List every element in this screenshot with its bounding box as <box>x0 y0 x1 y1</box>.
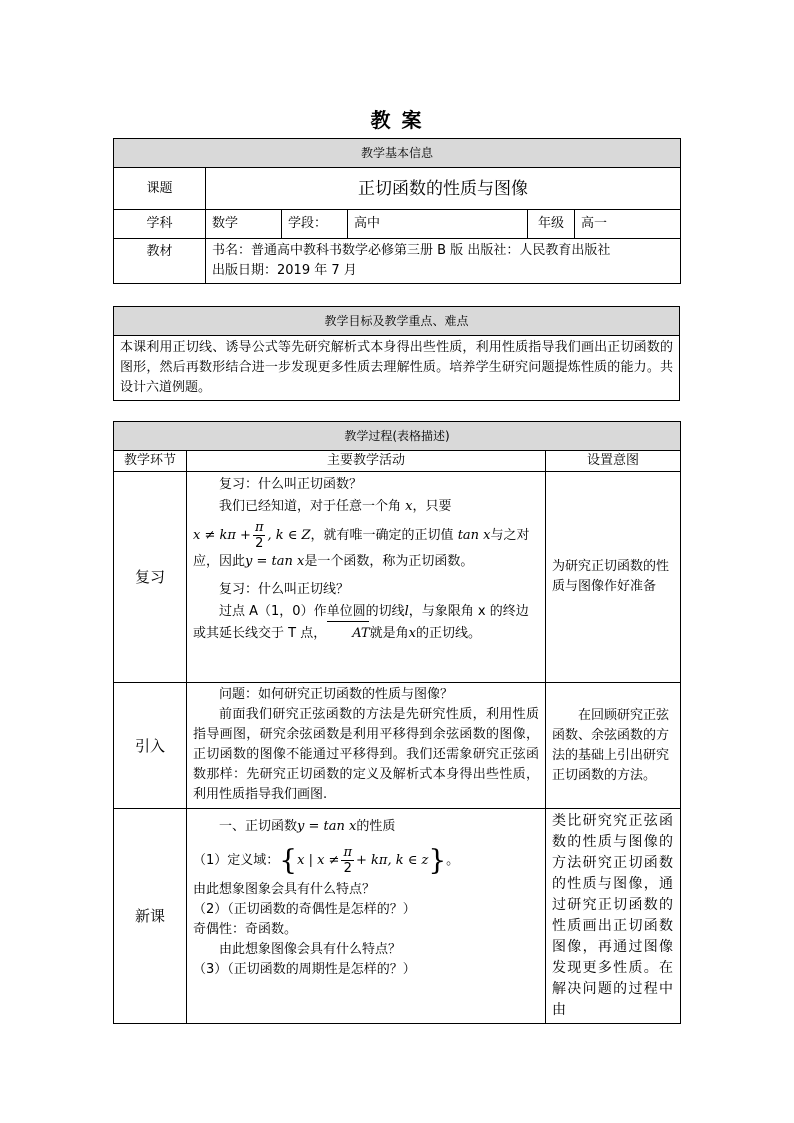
var-l: l <box>404 604 409 619</box>
new-s1-text: 一、正切函数 <box>219 819 298 834</box>
new-activity <box>187 809 546 1024</box>
set-a: x | x ≠ <box>297 853 340 868</box>
vector-at: AT <box>326 623 369 645</box>
grade-value: 高一 <box>575 210 681 239</box>
new-intent: 类比研究究正弦函数的性质与图像的方法研究正切函数的性质与图像，通过研究正切函数的性质画出正切函数图像，再通过图像发现更多性质。在解决问题的过程中由 <box>546 809 681 1024</box>
fraction-den: 2 <box>255 536 264 551</box>
review-activity <box>187 472 546 683</box>
stage-value: 高中 <box>348 210 528 239</box>
review-stage: 复习 <box>114 472 187 683</box>
review-p5-text: 过点 A（1，0）作单位圆的切线 <box>219 604 405 619</box>
domain-fraction-den: 2 <box>343 861 352 876</box>
review-p5-tail: 就是角 <box>369 626 409 641</box>
subject-value: 数学 <box>206 210 282 239</box>
review-p5-mid: ，与象限角 x 的终边或其延长线交于 T 点， <box>193 604 529 641</box>
process-table <box>113 421 681 1024</box>
domain-fraction-num: π <box>343 845 352 860</box>
textbook-value <box>206 239 681 284</box>
var-x: x <box>405 499 413 514</box>
book-line1: 书名：普通高中教科书数学必修第三册 B 版 出版社：人民教育出版社 <box>212 243 611 258</box>
fraction-num: π <box>254 520 264 535</box>
domain-period: 。 <box>446 853 460 868</box>
review-intent: 为研究正切函数的性质与图像作好准备 <box>546 472 681 683</box>
condition-a: x ≠ kπ + <box>193 528 251 543</box>
new-s1-func: y = tan x <box>297 819 357 834</box>
review-p3 <box>193 520 539 573</box>
subject-label: 学科 <box>114 210 206 239</box>
review-q1: 复习：什么叫正切函数？ <box>219 477 363 492</box>
set-b: + kπ, k ∈ z <box>356 853 429 868</box>
basic-info-table <box>113 138 681 284</box>
textbook-label: 教材 <box>114 239 206 284</box>
basic-info-header: 教学基本信息 <box>114 139 681 168</box>
domain-fraction <box>341 845 354 876</box>
new-l3: 奇偶性：奇函数。 <box>193 922 298 937</box>
tan-x: tan x <box>457 528 491 543</box>
domain-label: （1）定义域： <box>193 853 280 868</box>
review-p3-tail: 与之对应，因此 <box>193 528 530 569</box>
review-q2: 复习：什么叫正切线？ <box>219 582 350 597</box>
goals-table <box>113 306 680 401</box>
review-p3-end: 是一个函数，称为正切函数。 <box>304 554 474 569</box>
pi-over-2-fraction <box>253 520 266 551</box>
review-p5-end: 的正切线。 <box>415 626 481 641</box>
review-p3-text: ，就有唯一确定的正切值 <box>310 528 458 543</box>
intro-intent-text: 在回顾研究正弦函数、余弦函数的方法的基础上引出研究正切函数的方法。 <box>552 707 670 783</box>
intro-stage: 引入 <box>114 683 187 809</box>
review-p2-tail: ，只要 <box>412 499 452 514</box>
process-header: 教学过程(表格描述) <box>114 422 681 451</box>
topic-label: 课题 <box>114 168 206 210</box>
col-stage-header: 教学环节 <box>114 451 187 472</box>
left-brace: { <box>279 843 298 877</box>
goals-header: 教学目标及教学重点、难点 <box>114 307 680 336</box>
new-l5: （3）（正切函数的周期性是怎样的？） <box>193 962 416 977</box>
right-brace: } <box>428 843 447 877</box>
book-line2: 出版日期：2019 年 7 月 <box>212 263 357 278</box>
new-l2: （2）（正切函数的奇偶性是怎样的？） <box>193 902 416 917</box>
new-l1: 由此想象图象会具有什么特点？ <box>193 882 376 897</box>
topic-value: 正切函数的性质与图像 <box>206 168 681 210</box>
y-eq-tanx: y = tan x <box>245 554 305 569</box>
var-x-2: x <box>408 626 416 641</box>
col-intent-header: 设置意图 <box>546 451 681 472</box>
intro-activity <box>187 683 546 809</box>
goals-text: 本课利用正切线、诱导公式等先研究解析式本身得出些性质，利用性质指导我们画出正切函数的图形，然后再数形结合进一步发现更多性质去理解性质。培养学生研究问题提炼性质的能力。共设计六道例题。 <box>114 336 680 401</box>
col-activity-header: 主要教学活动 <box>187 451 546 472</box>
intro-q: 问题：如何研究正切函数的性质与图像？ <box>219 687 454 702</box>
review-p2 <box>193 496 539 518</box>
new-s1 <box>193 817 539 837</box>
intro-text: 前面我们研究正弦函数的方法是先研究性质，利用性质指导画图，研究余弦函数是利用平移得到余弦函数的图像，正切函数的图像不能通过平移得到。我们还需象研究正弦函数那样：先研究正切函数的定义及解析式本身得出些性质，利用性质指导我们画图. <box>193 707 539 802</box>
new-s1-tail: 的性质 <box>356 819 396 834</box>
page-title: 教 案 <box>370 108 424 132</box>
condition-b: , k ∈ Z <box>267 528 311 543</box>
new-l4: 由此想象图像会具有什么特点？ <box>219 942 402 957</box>
new-stage: 新课 <box>114 809 187 1024</box>
intro-intent <box>546 683 681 809</box>
review-p5 <box>193 601 539 645</box>
stage-label: 学段： <box>282 210 348 239</box>
domain-line <box>193 845 539 876</box>
review-p2-text: 我们已经知道，对于任意一个角 <box>219 499 406 514</box>
grade-label: 年级 <box>528 210 575 239</box>
